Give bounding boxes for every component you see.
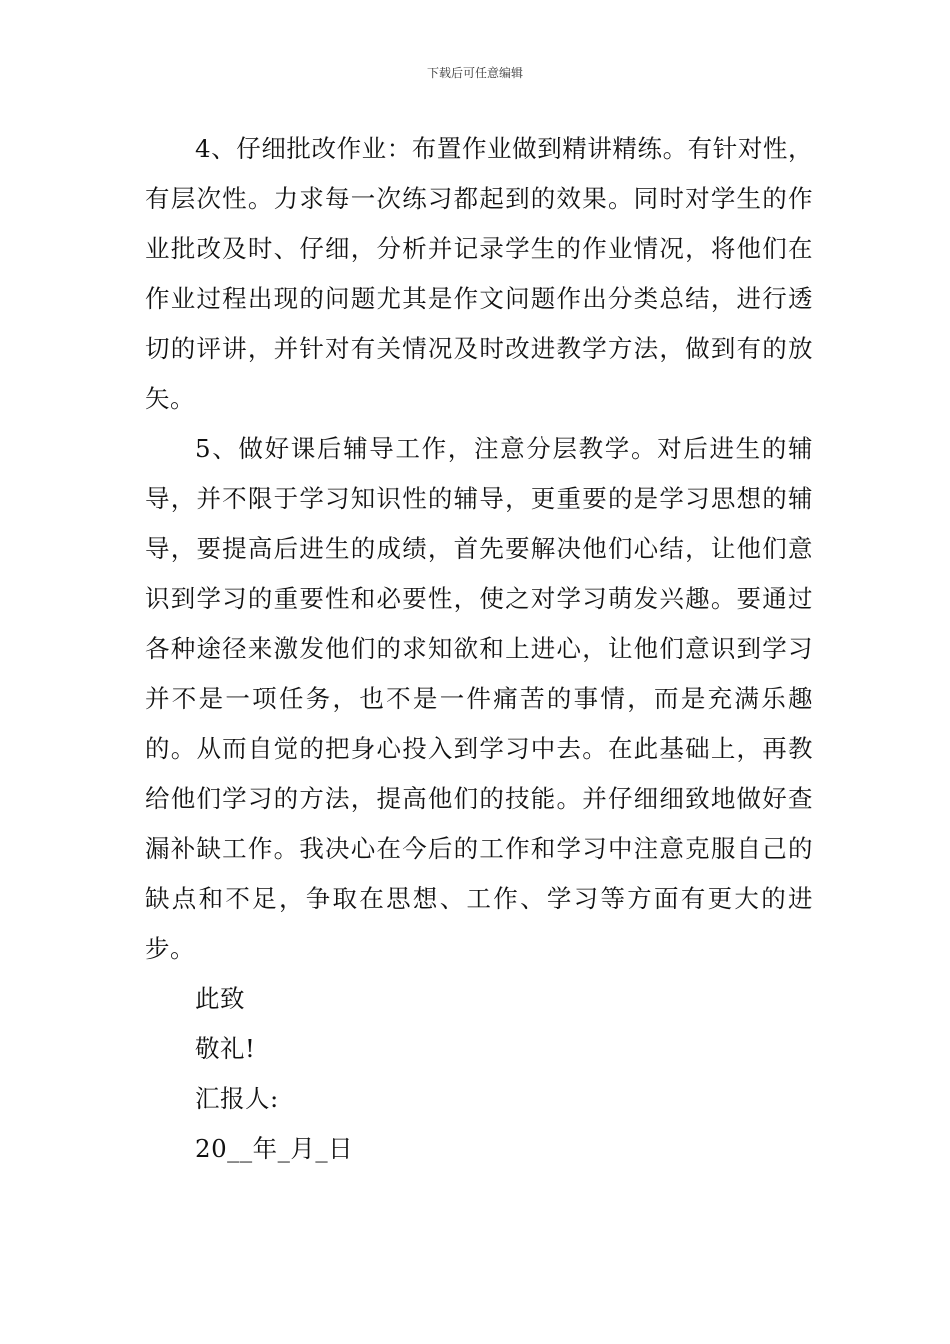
reporter-label: 汇报人: bbox=[195, 1084, 279, 1113]
paragraph-grading-homework: 4、仔细批改作业：布置作业做到精讲精练。有针对性，有层次性。力求每一次练习都起到的效果。同时对学生的作业批改及时、仔细，分析并记录学生的作业情况，将他们在作业过程出现的问题尤其是作文问题作出分类总结，进行透切的评讲，并针对有关情况及时改进教学方法，做到有的放矢。 bbox=[145, 134, 813, 413]
page-header: 下载后可任意编辑 bbox=[426, 66, 523, 80]
closing-respect: 敬礼! bbox=[195, 1034, 256, 1063]
document-body bbox=[145, 124, 813, 1174]
closing-salutation: 此致 bbox=[195, 984, 245, 1013]
report-date: 20__年_月_日 bbox=[195, 1134, 354, 1163]
paragraph-after-class-tutoring: 5、做好课后辅导工作，注意分层教学。对后进生的辅导，并不限于学习知识性的辅导，更重要的是学习思想的辅导，要提高后进生的成绩，首先要解决他们心结，让他们意识到学习的重要性和必要性，使之对学习萌发兴趣。要通过各种途径来激发他们的求知欲和上进心，让他们意识到学习并不是一项任务，也不是一件痛苦的事情，而是充满乐趣的。从而自觉的把身心投入到学习中去。在此基础上，再教给他们学习的方法，提高他们的技能。并仔细细致地做好查漏补缺工作。我决心在今后的工作和学习中注意克服自己的缺点和不足，争取在思想、工作、学习等方面有更大的进步。 bbox=[145, 434, 813, 963]
